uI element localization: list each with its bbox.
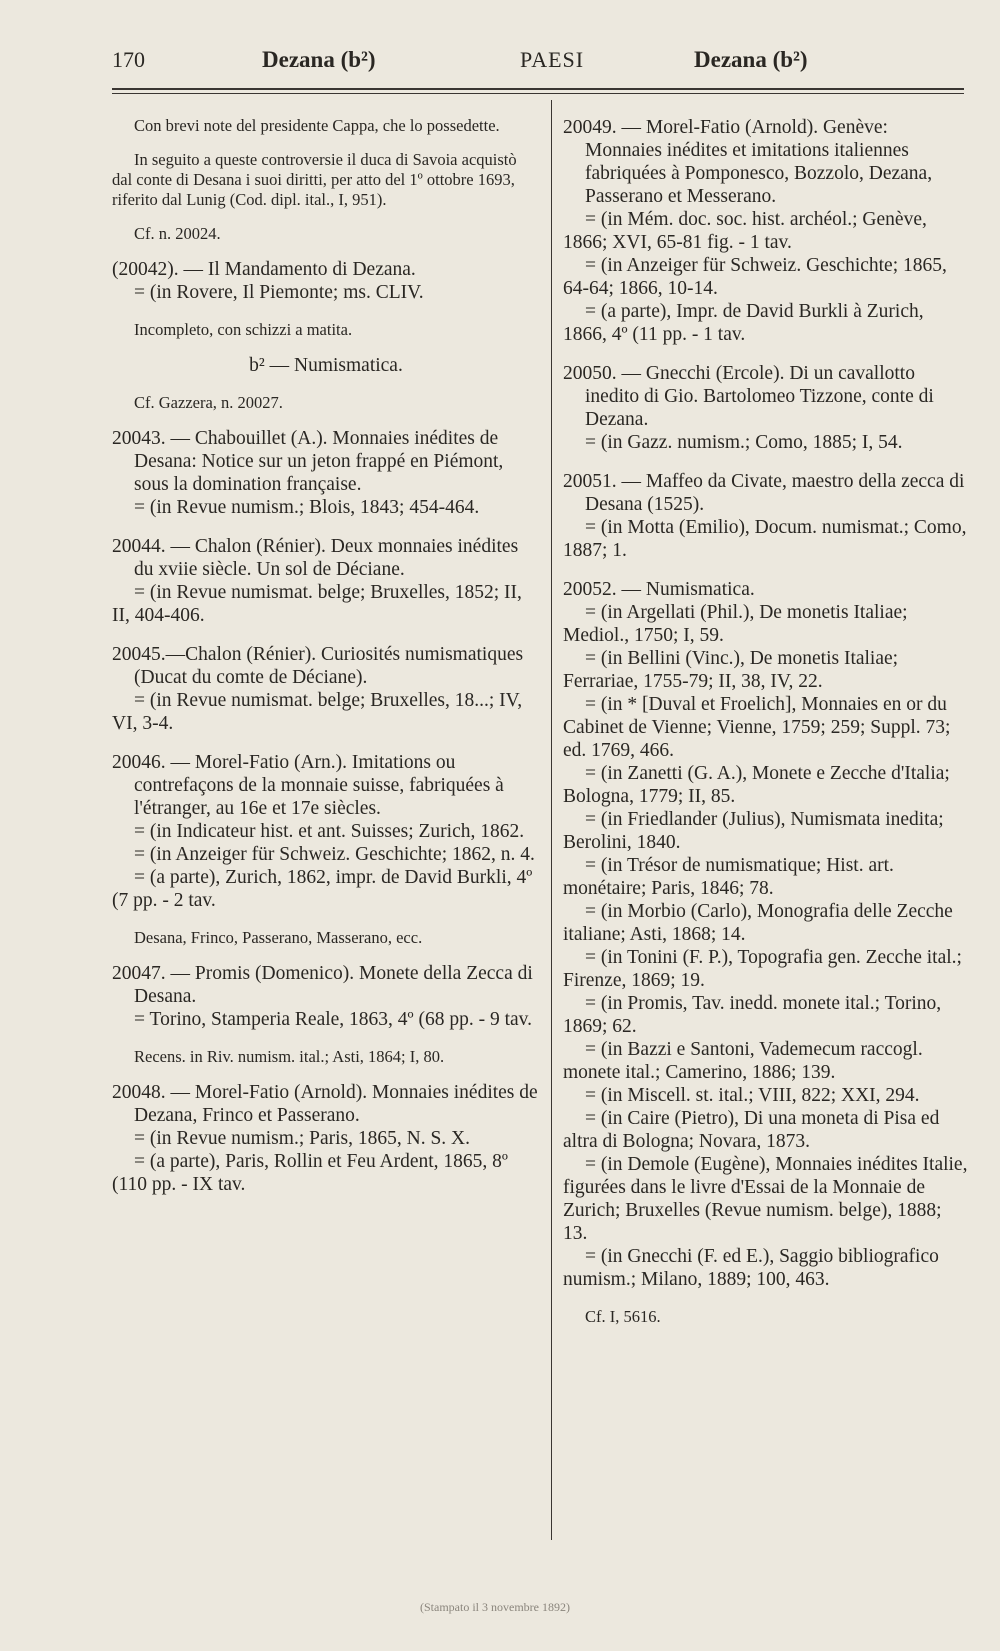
entry-citation: = (in Revue numism.; Paris, 1865, N. S. X. [134,1128,470,1149]
entry-citation: = (in Friedlander (Julius), Numismata inedita; Berolini, 1840. [563,809,944,853]
entry-citation: = (in Revue numismat. belge; Bruxelles, 18...; IV, VI, 3-4. [112,690,523,734]
header-rule-thin [112,93,964,94]
entry-citation: = (a parte), Paris, Rollin et Feu Ardent, 1865, 8º (110 pp. - IX tav. [112,1151,508,1195]
header-section: PAESI [520,47,585,72]
entry-citation: = (in Promis, Tav. inedd. monete ital.; Torino, 1869; 62. [563,993,942,1037]
entry-citation: = (in * [Duval et Froelich], Monnaies en or du Cabinet de Vienne; Vienne, 1759; 259; Suppl. 73; ed. 1769, 466. [563,694,951,761]
column-divider [551,100,552,1540]
entry-citation: = (in Trésor de numismatique; Hist. art. monétaire; Paris, 1846; 78. [563,855,894,899]
entry-citation: = (in Argellati (Phil.), De monetis Italiae; Mediol., 1750; I, 59. [563,602,908,646]
entry-heading: 20052. — Numismatica. [563,579,755,600]
entry-citation: = (in Zanetti (G. A.), Monete e Zecche d'Italia; Bologna, 1779; II, 85. [563,763,950,807]
bib-entry-20052 [563,578,968,1291]
entry-citation: = (in Bazzi e Santoni, Vademecum raccogl. monete ital.; Camerino, 1886; 139. [563,1039,923,1083]
entry-heading: 20046. — Morel-Fatio (Arn.). Imitations ou contrefaçons de la monnaie suisse, fabriquées à l'étranger, au 16e et 17e siècles. [112,752,504,819]
entry-citation: = (in Caire (Pietro), Di una moneta di Pisa ed altra di Bologna; Novara, 1873. [563,1108,940,1152]
header-rule-thick [112,88,964,90]
entry-heading: 20051. — Maffeo da Civate, maestro della zecca di Desana (1525). [563,471,965,515]
entry-citation: = (in Miscell. st. ital.; VIII, 822; XXI, 294. [585,1085,920,1106]
entry-citation: = (in Tonini (F. P.), Topografia gen. Zecche ital.; Firenze, 1869; 19. [563,947,962,991]
bib-entry-20042 [112,258,540,304]
bib-entry-20050 [563,362,968,454]
print-date-footer: (Stampato il 3 novembre 1892) [420,1600,570,1614]
entry-citation: = (in Anzeiger für Schweiz. Geschichte; 1865, 64-64; 1866, 10-14. [563,255,947,299]
bib-entry-20047 [112,962,540,1031]
cross-reference: Cf. I, 5616. [585,1307,661,1326]
bib-entry-20045 [112,643,540,735]
intro-paragraph: Con brevi note del presidente Cappa, che lo possedette. [134,116,500,135]
cross-reference: Cf. n. 20024. [134,224,221,243]
bib-entry-20048 [112,1081,540,1196]
entry-heading: (20042). — Il Mandamento di Dezana. [112,259,416,280]
entry-citation: = (in Bellini (Vinc.), De monetis Italiae; Ferrariae, 1755-79; II, 38, IV, 22. [563,648,899,692]
entry-citation: = (in Gnecchi (F. ed E.), Saggio bibliografico numism.; Milano, 1889; 100, 463. [563,1246,939,1290]
entry-citation: = (in Anzeiger für Schweiz. Geschichte; 1862, n. 4. [134,844,535,865]
section-title: b² — Numismatica. [249,355,403,376]
entry-heading: 20049. — Morel-Fatio (Arnold). Genève: Monnaies inédites et imitations italiennes fabriquées à Pomponesco, Bozzolo, Dezana, Passerano et Messerano. [563,117,933,207]
entry-citation: = (in Revue numismat. belge; Bruxelles, 1852; II, II, 404-406. [112,582,522,626]
entry-citation: = (in Rovere, Il Piemonte; ms. CLIV. [134,282,424,303]
running-header [112,44,962,84]
bib-entry-20044 [112,535,540,627]
entry-heading: 20045.—Chalon (Rénier). Curiosités numismatiques (Ducat du comte de Déciane). [112,644,524,688]
bib-entry-20046 [112,751,540,912]
entry-citation: = (in Indicateur hist. et ant. Suisses; Zurich, 1862. [134,821,525,842]
entry-citation: = (in Demole (Eugène), Monnaies inédites Italie, figurées dans le livre d'Essai de la Monnaie de Zurich; Bruxelles (Revue numism. belge), 1888; 13. [563,1154,968,1244]
page-number: 170 [112,47,145,72]
entry-heading: 20047. — Promis (Domenico). Monete della Zecca di Desana. [112,963,533,1007]
entry-heading: 20048. — Morel-Fatio (Arnold). Monnaies inédites de Dezana, Frinco et Passerano. [112,1082,538,1126]
entry-note: Recens. in Riv. numism. ital.; Asti, 1864; I, 80. [134,1047,445,1066]
entry-note: Desana, Frinco, Passerano, Masserano, ecc. [134,928,423,947]
entry-citation: = (a parte), Zurich, 1862, impr. de David Burkli, 4º (7 pp. - 2 tav. [112,867,533,911]
entry-heading: 20050. — Gnecchi (Ercole). Di un cavallotto inedito di Gio. Bartolomeo Tizzone, conte di Dezana. [563,363,934,430]
bib-entry-20049 [563,116,968,346]
entry-note: Incompleto, con schizzi a matita. [134,320,353,339]
cross-reference: Cf. Gazzera, n. 20027. [134,393,283,412]
entry-citation: = Torino, Stamperia Reale, 1863, 4º (68 pp. - 9 tav. [134,1009,533,1030]
entry-citation: = (a parte), Impr. de David Burkli à Zurich, 1866, 4º (11 pp. - 1 tav. [563,301,924,345]
entry-citation: = (in Gazz. numism.; Como, 1885; I, 54. [585,432,903,453]
bib-entry-20051 [563,470,968,562]
entry-heading: 20044. — Chalon (Rénier). Deux monnaies inédites du xviie siècle. Un sol de Déciane. [112,536,519,580]
bib-entry-20043 [112,427,540,519]
header-place-right: Dezana (b²) [694,47,808,72]
entry-citation: = (in Morbio (Carlo), Monografia delle Zecche italiane; Asti, 1868; 14. [563,901,953,945]
entry-citation: = (in Mém. doc. soc. hist. archéol.; Genève, 1866; XVI, 65-81 fig. - 1 tav. [563,209,927,253]
left-column [112,116,540,1212]
entry-citation: = (in Revue numism.; Blois, 1843; 454-464. [134,497,480,518]
entry-citation: = (in Motta (Emilio), Docum. numismat.; Como, 1887; 1. [563,517,967,561]
header-place-left: Dezana (b²) [262,47,376,72]
entry-heading: 20043. — Chabouillet (A.). Monnaies inédites de Desana: Notice sur un jeton frappé en Piémont, sous la domination française. [112,428,504,495]
right-column [563,116,968,1341]
intro-paragraph: In seguito a queste controversie il duca di Savoia acquistò dal conte di Desana i suoi diritti, per atto del 1º ottobre 1693, riferito dal Lunig (Cod. dipl. ital., I, 951). [112,150,517,209]
